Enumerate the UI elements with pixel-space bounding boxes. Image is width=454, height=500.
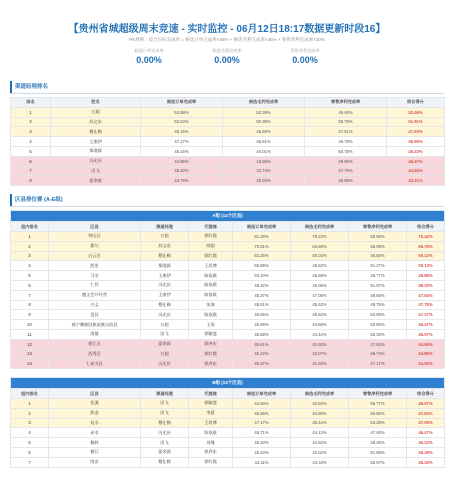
retail-rate-cell: 58.09%: [349, 241, 407, 251]
kpi-label: 零售净利完成率: [290, 48, 320, 53]
col-header: 候选毛利完成率: [291, 222, 349, 232]
section-divider: [10, 93, 444, 94]
district-cell: 遵义会开经营: [49, 290, 141, 300]
rank-cell: 10: [11, 320, 49, 330]
retail-rate-cell: 47.76%: [305, 166, 387, 176]
table-row: [11, 117, 445, 127]
section-divider: [10, 206, 444, 207]
page-title: 【贵州省城超级周末竞速 - 实时监控 - 06月12日18:17数据更新时段16】: [68, 24, 386, 35]
rank-cell: 6: [11, 447, 49, 457]
kpi-card: [201, 47, 253, 73]
retail-rate-cell: 66.77%: [349, 398, 407, 408]
margin-rate-cell: 79.23%: [291, 231, 349, 241]
order-rate-cell: 45.43%: [233, 447, 291, 457]
name-cell: 苏文东: [51, 117, 141, 127]
order-rate-cell: 45.42%: [233, 349, 291, 359]
retail-rate-cell: 51.27%: [349, 261, 407, 271]
score-cell: 47.93%: [387, 127, 445, 137]
district-cell: 习水: [49, 271, 141, 281]
district-cell: 德江: [49, 447, 141, 457]
kpi-row: [10, 47, 444, 73]
score-cell: 44.86%: [407, 349, 445, 359]
margin-rate-cell: 64.66%: [291, 241, 349, 251]
manager-cell: 蒙余霖: [141, 447, 189, 457]
order-rate-cell: 46.15%: [141, 146, 223, 156]
rank-cell: 1: [11, 107, 51, 117]
margin-rate-cell: 50.03%: [291, 251, 349, 261]
rank-cell: 14: [11, 359, 49, 369]
district-cell: 桐梓: [49, 438, 141, 448]
manager-cell: 穆仕梅: [141, 300, 189, 310]
rank-cell: 3: [11, 418, 49, 428]
table-row: [11, 438, 445, 448]
rank-cell: 4: [11, 261, 49, 271]
manager-cell: 田飞: [141, 408, 189, 418]
score-cell: 65.75%: [407, 241, 445, 251]
manager-cell: 王康伊: [141, 271, 189, 281]
score-cell: 46.47%: [407, 428, 445, 438]
rank-cell: 3: [11, 251, 49, 261]
agent-cell: 胡超: [189, 241, 233, 251]
agent-cell: 陈依联: [189, 310, 233, 320]
agent-cell: 李晨: [189, 408, 233, 418]
table-header-row: [11, 389, 445, 399]
order-rate-cell: 44.99%: [141, 156, 223, 166]
col-header: 候选毛利完成率: [223, 98, 305, 108]
score-cell: 45.39%: [407, 447, 445, 457]
table-row: [11, 251, 445, 261]
district-cell: 赤水: [49, 428, 141, 438]
table-row: [11, 156, 445, 166]
rank-cell: 2: [11, 241, 49, 251]
table-row: [11, 359, 445, 369]
table-row: [11, 428, 445, 438]
margin-rate-cell: 41.63%: [291, 359, 349, 369]
table-row: [11, 310, 445, 320]
order-rate-cell: 43.79%: [141, 176, 223, 186]
name-cell: 冯光庆: [51, 156, 141, 166]
retail-rate-cell: 51.97%: [349, 280, 407, 290]
col-header: 组内排名: [11, 389, 49, 399]
agent-cell: 朱海: [189, 300, 233, 310]
col-header: 综合得分: [407, 389, 445, 399]
retail-rate-cell: 47.48%: [349, 428, 407, 438]
manager-cell: 穆仕梅: [141, 418, 189, 428]
manager-cell: 苏文东: [141, 241, 189, 251]
score-cell: 47.78%: [407, 300, 445, 310]
retail-rate-cell: 47.62%: [349, 339, 407, 349]
score-cell: 46.22%: [407, 438, 445, 448]
rank-cell: 5: [11, 271, 49, 281]
order-rate-cell: 44.11%: [233, 457, 291, 467]
retail-rate-cell: 53.28%: [349, 418, 407, 428]
col-header: 渠道经理: [141, 222, 189, 232]
district-group-table: [10, 377, 445, 467]
agent-cell: 郭齐宏: [189, 359, 233, 369]
rank-cell: 1: [11, 398, 49, 408]
rank-cell: 5: [11, 146, 51, 156]
retail-rate-cell: 48.26%: [349, 438, 407, 448]
order-rate-cell: 48.37%: [233, 290, 291, 300]
margin-rate-cell: 46.59%: [223, 127, 305, 137]
manager-cell: 万超: [141, 231, 189, 241]
agent-cell: 郭颖莲: [189, 398, 233, 408]
margin-rate-cell: 44.66%: [291, 320, 349, 330]
agent-cell: 郭红霞: [189, 231, 233, 241]
kpi-card: [123, 47, 175, 73]
pk-rule-subtitle: PK规则：综合目标完成率 = 候选订单完成率×45% + 候选毛利完成率×35% + 零售净利完成率×20%: [129, 37, 325, 42]
name-cell: 穆仕梅: [51, 127, 141, 137]
table-row: [11, 320, 445, 330]
table-row: [11, 146, 445, 156]
kpi-value: 0.00%: [214, 55, 240, 65]
manager-cell: 穆仕梅: [141, 457, 189, 467]
district-cell: 织金: [49, 408, 141, 418]
kpi-card: [279, 47, 331, 73]
district-cell: 绥安: [49, 457, 141, 467]
col-header: 候选订单完成率: [233, 389, 291, 399]
manager-cell: 万超: [141, 349, 189, 359]
table-row: [11, 339, 445, 349]
manager-cell: 冯光庆: [141, 280, 189, 290]
score-cell: 45.26%: [407, 457, 445, 467]
retail-rate-cell: 49.90%: [305, 156, 387, 166]
order-rate-cell: 49.15%: [141, 127, 223, 137]
score-cell: 47.94%: [407, 290, 445, 300]
order-rate-cell: 45.61%: [233, 339, 291, 349]
table-row: [11, 127, 445, 137]
score-cell: 52.46%: [387, 107, 445, 117]
channel-ranking-title: 渠道经理排名: [10, 81, 444, 93]
manager-cell: 冯光庆: [141, 359, 189, 369]
table-row: [11, 241, 445, 251]
district-cell: 都匀: [49, 241, 141, 251]
district-cell: 瓮水: [49, 418, 141, 428]
district-cell: 兴义: [49, 300, 141, 310]
table-row: [11, 231, 445, 241]
table-row: [11, 261, 445, 271]
group-title: B组 (13个区县): [11, 378, 445, 389]
manager-cell: 冯光庆: [141, 428, 189, 438]
rank-cell: 11: [11, 329, 49, 339]
margin-rate-cell: 52.39%: [223, 107, 305, 117]
agent-cell: 郭颖莲: [189, 329, 233, 339]
rank-cell: 13: [11, 349, 49, 359]
rank-cell: 8: [11, 176, 51, 186]
score-cell: 46.47%: [387, 156, 445, 166]
table-row: [11, 349, 445, 359]
rank-cell: 7: [11, 166, 51, 176]
rank-cell: 2: [11, 408, 49, 418]
margin-rate-cell: 45.62%: [291, 300, 349, 310]
manager-cell: 蒙余霖: [141, 339, 189, 349]
score-cell: 48.20%: [407, 280, 445, 290]
order-rate-cell: 81.28%: [233, 231, 291, 241]
channel-ranking-table: [10, 97, 445, 186]
margin-rate-cell: 45.44%: [291, 418, 349, 428]
order-rate-cell: 70.01%: [233, 241, 291, 251]
order-rate-cell: 48.61%: [233, 300, 291, 310]
retail-rate-cell: 45.88%: [305, 176, 387, 186]
name-cell: 郑缕霖: [51, 146, 141, 156]
score-cell: 44.98%: [407, 339, 445, 349]
group-title: A组 (14个区县): [11, 211, 445, 222]
col-header: 候选毛利完成率: [291, 389, 349, 399]
margin-rate-cell: 44.34%: [291, 457, 349, 467]
table-row: [11, 398, 445, 408]
margin-rate-cell: 44.01%: [223, 146, 305, 156]
table-row: [11, 280, 445, 290]
table-row: [11, 447, 445, 457]
margin-rate-cell: 47.08%: [291, 290, 349, 300]
name-cell: 田飞: [51, 166, 141, 176]
score-cell: 47.27%: [407, 310, 445, 320]
margin-rate-cell: 42.84%: [291, 398, 349, 408]
name-cell: 王康伊: [51, 137, 141, 147]
manager-cell: 冯光庆: [141, 310, 189, 320]
retail-rate-cell: 50.30%: [349, 329, 407, 339]
district-cell: 清镇: [49, 329, 141, 339]
agent-cell: 王坦博: [189, 418, 233, 428]
district-cell: 七星关区: [49, 359, 141, 369]
margin-rate-cell: 46.06%: [291, 280, 349, 290]
kpi-value: 0.00%: [136, 55, 162, 65]
district-cell: 白云区: [49, 251, 141, 261]
table-row: [11, 271, 445, 281]
manager-cell: 王康伊: [141, 290, 189, 300]
agent-cell: 王坦博: [189, 261, 233, 271]
order-rate-cell: 53.88%: [141, 107, 223, 117]
rank-cell: 3: [11, 127, 51, 137]
retail-rate-cell: 51.68%: [349, 447, 407, 457]
order-rate-cell: 48.71%: [233, 428, 291, 438]
name-cell: 万超: [51, 107, 141, 117]
retail-rate-cell: 50.80%: [349, 320, 407, 330]
col-header: 区县: [49, 389, 141, 399]
rank-cell: 7: [11, 290, 49, 300]
rank-cell: 12: [11, 339, 49, 349]
order-rate-cell: 50.10%: [233, 271, 291, 281]
table-row: [11, 107, 445, 117]
manager-cell: 田飞: [141, 438, 189, 448]
manager-cell: 万超: [141, 320, 189, 330]
retail-rate-cell: 47.51%: [305, 127, 387, 137]
margin-rate-cell: 44.13%: [291, 428, 349, 438]
score-cell: 51.91%: [387, 117, 445, 127]
order-rate-cell: 45.40%: [141, 166, 223, 176]
agent-cell: 刘瑾: [189, 438, 233, 448]
district-cell: 仁怀: [49, 280, 141, 290]
table-row: [11, 176, 445, 186]
order-rate-cell: 46.33%: [233, 438, 291, 448]
col-header: 姓名: [51, 98, 141, 108]
rank-cell: 7: [11, 457, 49, 467]
rank-cell: 6: [11, 280, 49, 290]
score-cell: 75.42%: [407, 231, 445, 241]
score-cell: 50.14%: [407, 251, 445, 261]
order-rate-cell: 45.37%: [233, 359, 291, 369]
kpi-value: 0.00%: [292, 55, 318, 65]
margin-rate-cell: 44.90%: [291, 408, 349, 418]
retail-rate-cell: 52.89%: [349, 310, 407, 320]
col-header: 代理商: [189, 222, 233, 232]
rank-cell: 4: [11, 428, 49, 438]
retail-rate-cell: 56.82%: [349, 408, 407, 418]
col-header: 候选订单完成率: [233, 222, 291, 232]
district-cell: 盘县: [49, 310, 141, 320]
col-header: 零售净利完成率: [349, 222, 407, 232]
score-cell: 46.07%: [407, 329, 445, 339]
group-spacer: [10, 369, 444, 377]
col-header: 排名: [11, 98, 51, 108]
score-cell: 43.92%: [407, 359, 445, 369]
margin-rate-cell: 48.52%: [291, 261, 349, 271]
order-rate-cell: 47.17%: [233, 418, 291, 428]
table-row: [11, 137, 445, 147]
district-cell: 碧江区: [49, 339, 141, 349]
agent-cell: 王瑶: [189, 320, 233, 330]
retail-rate-cell: 55.58%: [349, 231, 407, 241]
margin-rate-cell: 44.44%: [291, 329, 349, 339]
order-rate-cell: 52.26%: [233, 251, 291, 261]
kpi-label: 候选订单完成率: [134, 48, 164, 53]
name-cell: 蒙余霖: [51, 176, 141, 186]
col-header: 组内排名: [11, 222, 49, 232]
district-groups: [10, 210, 444, 467]
agent-cell: 郭红霞: [189, 457, 233, 467]
order-rate-cell: 45.66%: [233, 408, 291, 418]
manager-cell: 田飞: [141, 329, 189, 339]
margin-rate-cell: 44.92%: [291, 438, 349, 448]
district-cell: 威宁彝族回族苗族自治县: [49, 320, 141, 330]
rank-cell: 1: [11, 231, 49, 241]
margin-rate-cell: 45.61%: [223, 137, 305, 147]
rank-cell: 8: [11, 300, 49, 310]
margin-rate-cell: 46.55%: [291, 271, 349, 281]
agent-cell: 郭红霞: [189, 349, 233, 359]
table-row: [11, 408, 445, 418]
col-header: 候选订单完成率: [141, 98, 223, 108]
agent-cell: 陈依联: [189, 428, 233, 438]
retail-rate-cell: 50.67%: [349, 457, 407, 467]
score-cell: 46.33%: [387, 146, 445, 156]
district-cell: 花溪: [49, 398, 141, 408]
score-cell: 48.68%: [407, 271, 445, 281]
margin-rate-cell: 40.93%: [223, 176, 305, 186]
margin-rate-cell: 42.60%: [291, 339, 349, 349]
order-rate-cell: 48.42%: [233, 280, 291, 290]
retail-rate-cell: 49.40%: [305, 107, 387, 117]
district-cell: 西秀区: [49, 349, 141, 359]
order-rate-cell: 45.58%: [233, 329, 291, 339]
district-group-table: [10, 210, 445, 369]
col-header: 综合得分: [387, 98, 445, 108]
col-header: 渠道经理: [141, 389, 189, 399]
agent-cell: 陈依联: [189, 271, 233, 281]
margin-rate-cell: 50.36%: [223, 117, 305, 127]
margin-rate-cell: 45.62%: [291, 310, 349, 320]
retail-rate-cell: 46.78%: [305, 137, 387, 147]
manager-cell: 郑缕霖: [141, 261, 189, 271]
col-header: 区县: [49, 222, 141, 232]
score-cell: 46.47%: [407, 320, 445, 330]
col-header: 代理商: [189, 389, 233, 399]
table-row: [11, 300, 445, 310]
table-row: [11, 290, 445, 300]
agent-cell: 陈依联: [189, 280, 233, 290]
margin-rate-cell: 42.74%: [223, 166, 305, 176]
district-ranking-title: 区县排位赛 (A-E组): [10, 194, 444, 206]
score-cell: 44.94%: [387, 166, 445, 176]
retail-rate-cell: 47.17%: [349, 359, 407, 369]
score-cell: 46.95%: [387, 137, 445, 147]
rank-cell: 6: [11, 156, 51, 166]
table-row: [11, 329, 445, 339]
retail-rate-cell: 46.74%: [349, 349, 407, 359]
order-rate-cell: 53.63%: [141, 117, 223, 127]
table-header-row: [11, 98, 445, 108]
score-cell: 43.21%: [387, 176, 445, 186]
retail-rate-cell: 50.78%: [305, 117, 387, 127]
rank-cell: 4: [11, 137, 51, 147]
retail-rate-cell: 50.78%: [305, 146, 387, 156]
order-rate-cell: 50.88%: [233, 261, 291, 271]
score-cell: 50.13%: [407, 261, 445, 271]
agent-cell: 陈依联: [189, 290, 233, 300]
district-cell: 钟山区: [49, 231, 141, 241]
order-rate-cell: 45.96%: [233, 320, 291, 330]
rank-cell: 2: [11, 117, 51, 127]
table-row: [11, 418, 445, 428]
table-row: [11, 457, 445, 467]
retail-rate-cell: 48.50%: [349, 290, 407, 300]
manager-cell: 穆仕梅: [141, 251, 189, 261]
order-rate-cell: 47.17%: [141, 137, 223, 147]
agent-cell: 郭红霞: [189, 251, 233, 261]
table-header-row: [11, 222, 445, 232]
score-cell: 46.97%: [407, 398, 445, 408]
retail-rate-cell: 49.75%: [349, 300, 407, 310]
col-header: 零售净利完成率: [349, 389, 407, 399]
score-cell: 47.09%: [407, 418, 445, 428]
order-rate-cell: 46.06%: [233, 310, 291, 320]
score-cell: 47.83%: [407, 408, 445, 418]
rank-cell: 9: [11, 310, 49, 320]
manager-cell: 田飞: [141, 398, 189, 408]
order-rate-cell: 44.94%: [233, 398, 291, 408]
table-row: [11, 166, 445, 176]
retail-rate-cell: 45.56%: [349, 251, 407, 261]
margin-rate-cell: 43.07%: [291, 349, 349, 359]
margin-rate-cell: 42.02%: [291, 447, 349, 457]
district-cell: 凯里: [49, 261, 141, 271]
kpi-label: 候选毛利完成率: [212, 48, 242, 53]
rank-cell: 5: [11, 438, 49, 448]
retail-rate-cell: 48.77%: [349, 271, 407, 281]
margin-rate-cell: 43.56%: [223, 156, 305, 166]
col-header: 综合得分: [407, 222, 445, 232]
agent-cell: 郭齐宏: [189, 339, 233, 349]
agent-cell: 郭齐宏: [189, 447, 233, 457]
col-header: 零售净利完成率: [305, 98, 387, 108]
